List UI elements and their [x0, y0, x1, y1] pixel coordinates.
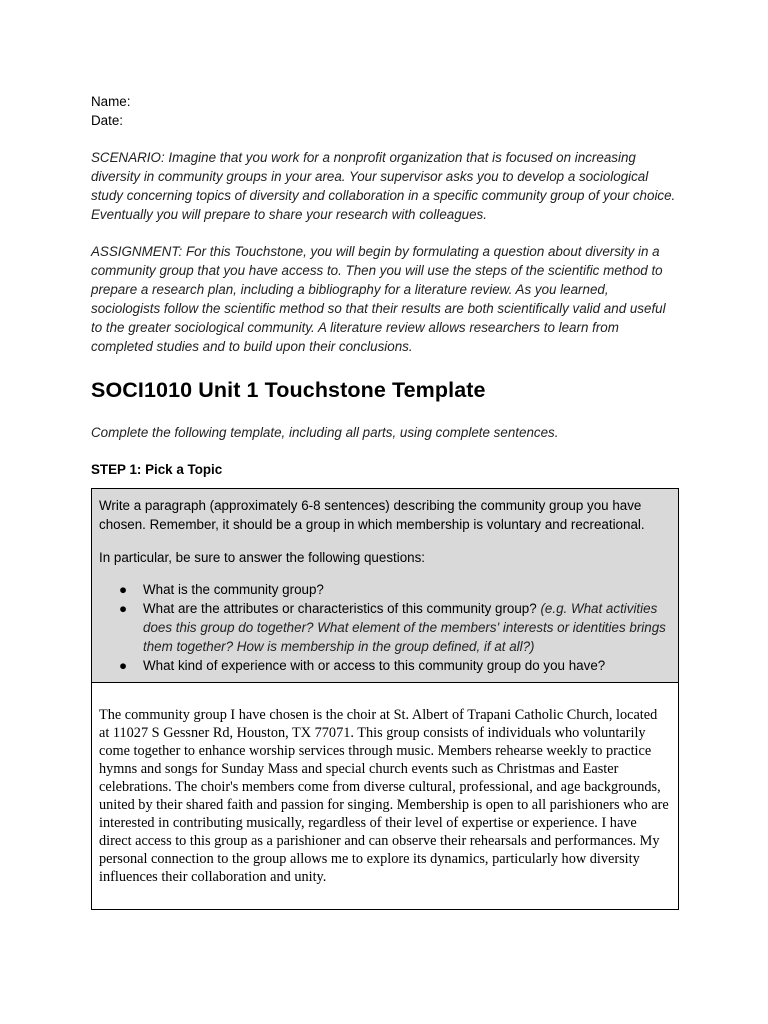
template-instructions: Complete the following template, including all parts, using complete sentences.: [91, 425, 559, 440]
question-example: (e.g. What activities does this group do together? What element of the members' interests or identities brings them together? How is membership in the group defined, if at all?): [143, 601, 666, 654]
answer-paragraph: The community group I have chosen is the choir at St. Albert of Trapani Catholic Church, located at 11027 S Gessner Rd, Houston, TX 77071. This group consists of individuals who voluntarily come together to enhance worship services through music. Members rehearse weekly to practice hymns and songs for Sunday Mass and special church events such as Christmas and Easter celebrations. The choir's members come from diverse cultural, professional, and age backgrounds, united by their shared faith and passion for singing. Membership is open to all parishioners who are interested in contributing musically, regardless of their level of expertise or experience. I have direct access to this group as a parishioner and can observe their rehearsals and performances. My personal connection to the group allows me to explore its dynamics, particularly how diversity influences their collaboration and unity.: [99, 707, 669, 885]
name-field-label: Name:: [91, 94, 131, 109]
prompt-intro: Write a paragraph (approximately 6-8 sentences) describing the community group you have chosen. Remember, it should be a group in which membership is voluntary and recreational.: [99, 498, 645, 532]
list-item: [99, 656, 671, 675]
bullet-icon: ●: [119, 601, 128, 616]
question-text: What kind of experience with or access to this community group do you have?: [143, 658, 606, 673]
prompt-lead: In particular, be sure to answer the following questions:: [99, 550, 426, 565]
list-item: [99, 580, 671, 599]
question-text: What is the community group?: [143, 582, 324, 597]
document-page: [91, 92, 679, 910]
list-item: [99, 599, 671, 656]
step-1-answer-cell[interactable]: [92, 683, 678, 909]
bullet-icon: ●: [119, 658, 128, 673]
bullet-icon: ●: [119, 582, 128, 597]
question-list: [99, 580, 671, 675]
date-field-label: Date:: [91, 113, 124, 128]
assignment-paragraph: ASSIGNMENT: For this Touchstone, you will begin by formulating a question about diversity in a community group that you have access to. Then you will use the steps of the scientific method to prepare a research plan, including a bibliography for a literature review. As you learned, sociologists follow the scientific method so that their results are both scientifically valid and useful to the greater sociological community. A literature review allows researchers to learn from completed studies and to build upon their conclusions.: [91, 244, 666, 354]
step-1-prompt-cell: [92, 489, 678, 683]
step-1-heading: STEP 1: Pick a Topic: [91, 462, 223, 477]
question-text: What are the attributes or characteristics of this community group?: [143, 601, 541, 616]
step-1-table: [91, 488, 679, 910]
document-title: SOCI1010 Unit 1 Touchstone Template: [91, 378, 486, 402]
scenario-paragraph: SCENARIO: Imagine that you work for a nonprofit organization that is focused on increasing diversity in community groups in your area. Your supervisor asks you to develop a sociological study concerning topics of diversity and collaboration in a specific community group of your choice. Eventually you will prepare to share your research with colleagues.: [91, 150, 676, 222]
